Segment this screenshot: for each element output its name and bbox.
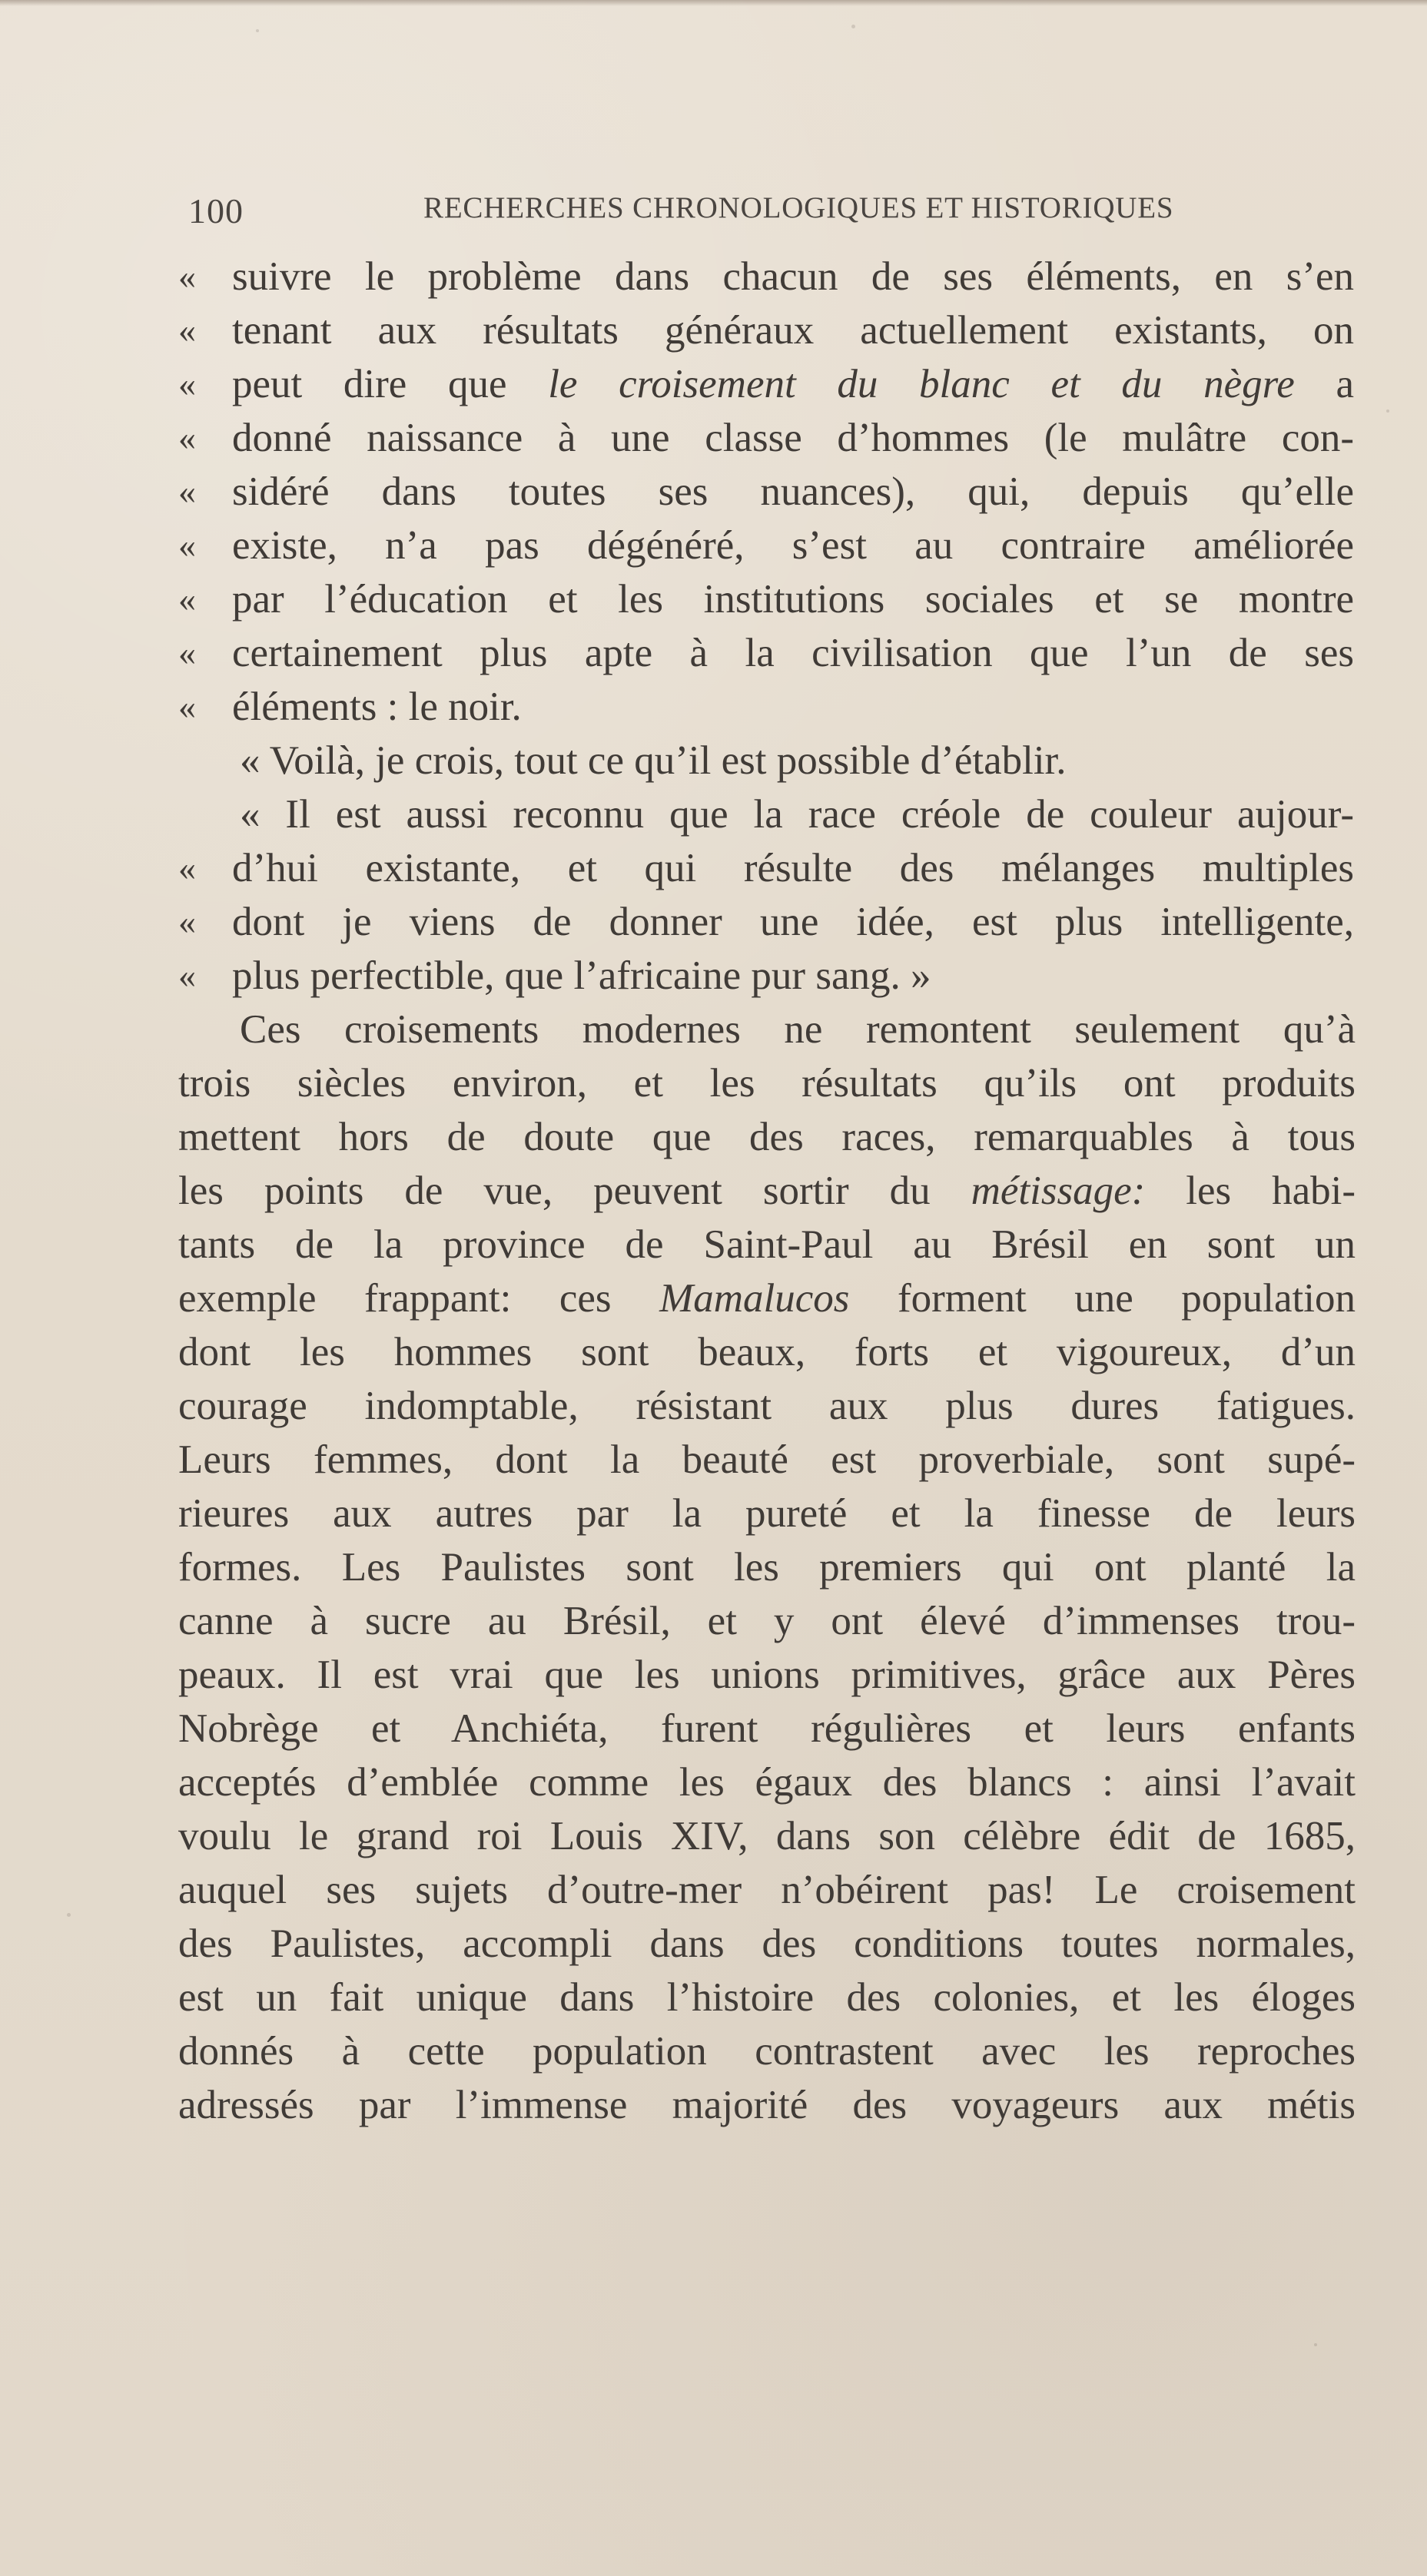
italic-word: Mamalucos xyxy=(659,1276,850,1321)
line-text: dont je viens de donner une idée, est plus intelligente, xyxy=(232,900,1354,944)
line-text: auquel ses sujets d’outre-mer n’obéirent pas! Le croisement xyxy=(178,1868,1356,1912)
running-head: RECHERCHES CHRONOLOGIQUES ET HISTORIQUES xyxy=(423,191,1174,224)
text-line xyxy=(178,519,1354,572)
text-line xyxy=(178,572,1354,626)
line-text-part: forment une population xyxy=(849,1276,1356,1321)
text-line xyxy=(178,1809,1354,1863)
italic-phrase: le croisement du blanc et du nègre xyxy=(548,362,1295,406)
text-line xyxy=(178,1648,1354,1702)
text-line xyxy=(178,1325,1354,1379)
line-text: peaux. Il est vrai que les unions primitives, grâce aux Pères xyxy=(178,1653,1356,1697)
text-line xyxy=(178,1433,1354,1487)
line-text: donné naissance à une classe d’hommes (le mulâtre con- xyxy=(232,416,1354,460)
line-text: Leurs femmes, dont la beauté est proverbiale, sont supé- xyxy=(178,1437,1356,1482)
line-text: suivre le problème dans chacun de ses éléments, en s’en xyxy=(232,254,1354,299)
line-text: des Paulistes, accompli dans des conditions toutes normales, xyxy=(178,1921,1356,1966)
text-line xyxy=(178,1379,1354,1433)
line-text: est un fait unique dans l’histoire des colonies, et les éloges xyxy=(178,1975,1356,2020)
text-line xyxy=(178,1917,1354,1971)
text-line xyxy=(178,1164,1354,1218)
line-text: acceptés d’emblée comme les égaux des blancs : ainsi l’avait xyxy=(178,1760,1356,1805)
quote-mark: « xyxy=(178,364,196,403)
page-header xyxy=(188,191,1195,237)
line-text-part: peut dire que xyxy=(232,362,549,406)
italic-word: métissage: xyxy=(971,1169,1146,1213)
line-text: par l’éducation et les institutions sociales et se montre xyxy=(232,577,1354,622)
line-text-part: exemple frappant: ces xyxy=(178,1276,660,1321)
text-line xyxy=(178,787,1354,841)
line-text: mettent hors de doute que des races, remarquables à tous xyxy=(178,1115,1356,1159)
paper-speck xyxy=(851,25,855,28)
paper-speck xyxy=(1386,409,1389,413)
text-line xyxy=(178,250,1354,303)
text-line xyxy=(178,1702,1354,1755)
line-text: plus perfectible, que l’africaine pur sang. » xyxy=(232,953,931,998)
text-line xyxy=(178,1594,1354,1648)
page-number: 100 xyxy=(188,191,244,230)
line-text: canne à sucre au Brésil, et y ont élevé d’immenses trou- xyxy=(178,1599,1356,1643)
text-line xyxy=(178,303,1354,357)
line-text-part: les points de vue, peuvent sortir du xyxy=(178,1169,971,1213)
paper-speck xyxy=(256,29,259,32)
text-line xyxy=(178,734,1354,787)
text-line xyxy=(178,1755,1354,1809)
quote-mark: « xyxy=(178,956,196,995)
quote-mark: « xyxy=(178,633,196,672)
line-text: « Voilà, je crois, tout ce qu’il est possible d’établir. xyxy=(240,738,1067,783)
quote-mark: « xyxy=(178,579,196,618)
quote-mark: « xyxy=(178,310,196,350)
line-text: voulu le grand roi Louis XIV, dans son célèbre édit de 1685, xyxy=(178,1814,1356,1858)
line-text: tants de la province de Saint-Paul au Brésil en sont un xyxy=(178,1222,1356,1267)
quote-mark: « xyxy=(178,848,196,887)
text-line xyxy=(178,1271,1354,1325)
line-text xyxy=(178,1271,1356,1325)
text-line xyxy=(178,1056,1354,1110)
text-line xyxy=(178,1218,1354,1271)
line-text xyxy=(232,357,1354,411)
line-text: d’hui existante, et qui résulte des mélanges multiples xyxy=(232,846,1354,890)
text-line xyxy=(178,1487,1354,1540)
line-text: Ces croisements modernes ne remontent seulement qu’à xyxy=(240,1007,1356,1052)
quote-mark: « xyxy=(178,418,196,457)
body-text xyxy=(178,250,1354,2132)
line-text: donnés à cette population contrastent avec les reproches xyxy=(178,2029,1356,2074)
text-line xyxy=(178,841,1354,895)
line-text: formes. Les Paulistes sont les premiers qui ont planté la xyxy=(178,1545,1356,1590)
text-line xyxy=(178,2078,1354,2132)
quote-mark: « xyxy=(178,257,196,296)
text-line xyxy=(178,1971,1354,2024)
line-text: rieures aux autres par la pureté et la finesse de leurs xyxy=(178,1491,1356,1536)
text-line xyxy=(178,1863,1354,1917)
quote-mark: « xyxy=(178,472,196,511)
text-line xyxy=(178,1003,1354,1056)
line-text: tenant aux résultats généraux actuellement existants, on xyxy=(232,308,1354,353)
text-line xyxy=(178,680,1354,734)
text-line xyxy=(178,465,1354,519)
text-line xyxy=(178,1110,1354,1164)
line-text: « Il est aussi reconnu que la race créole de couleur aujour- xyxy=(240,792,1354,837)
text-line xyxy=(178,626,1354,680)
text-line xyxy=(178,1540,1354,1594)
quote-mark: « xyxy=(178,525,196,565)
text-line xyxy=(178,411,1354,465)
paper-speck xyxy=(67,1913,71,1917)
text-line xyxy=(178,357,1354,411)
line-text: trois siècles environ, et les résultats qu’ils ont produits xyxy=(178,1061,1356,1106)
line-text: certainement plus apte à la civilisation que l’un de ses xyxy=(232,631,1354,675)
line-text: Nobrège et Anchiéta, furent régulières et leurs enfants xyxy=(178,1706,1356,1751)
line-text-part: les habi- xyxy=(1145,1169,1356,1213)
quote-mark: « xyxy=(178,687,196,726)
text-line xyxy=(178,895,1354,949)
line-text: courage indomptable, résistant aux plus dures fatigues. xyxy=(178,1384,1356,1428)
line-text-part: a xyxy=(1294,362,1354,406)
line-text: dont les hommes sont beaux, forts et vigoureux, d’un xyxy=(178,1330,1356,1374)
paper-speck xyxy=(1314,2343,1317,2346)
line-text: éléments : le noir. xyxy=(232,685,522,729)
quote-mark: « xyxy=(178,902,196,941)
line-text xyxy=(178,1164,1356,1218)
text-line xyxy=(178,949,1354,1003)
page-top-edge xyxy=(0,0,1427,6)
line-text: adressés par l’immense majorité des voyageurs aux métis xyxy=(178,2083,1356,2127)
line-text: existe, n’a pas dégénéré, s’est au contraire améliorée xyxy=(232,523,1354,568)
text-line xyxy=(178,2024,1354,2078)
line-text: sidéré dans toutes ses nuances), qui, depuis qu’elle xyxy=(232,469,1354,514)
